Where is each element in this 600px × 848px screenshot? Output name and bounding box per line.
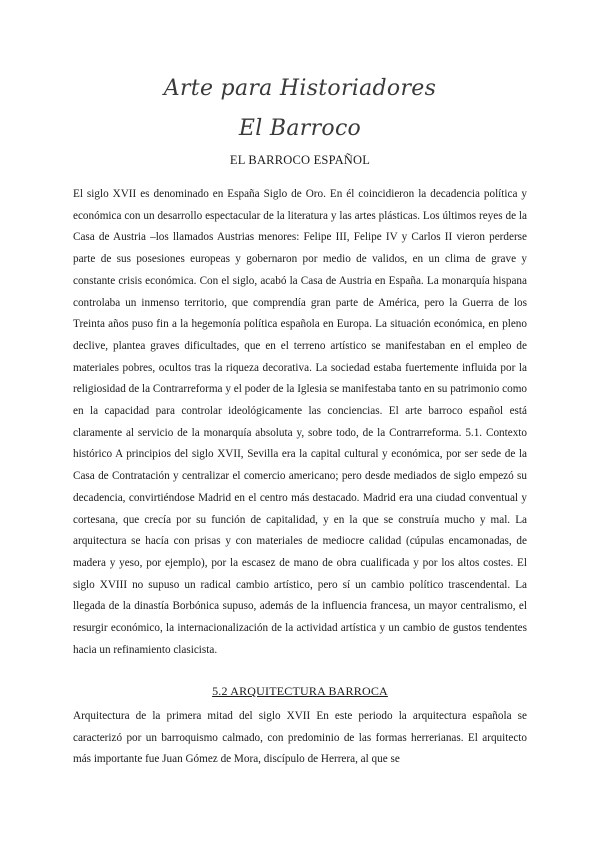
subsection-heading: 5.2 ARQUITECTURA BARROCA	[212, 684, 388, 698]
document-title: Arte para Historiadores	[163, 76, 437, 101]
document-subtitle: El Barroco	[238, 116, 362, 141]
paragraph-1: El siglo XVII es denominado en España Siglo de Oro. En él coincidieron la decadencia política y económica con un desarrollo espectacular de la literatura y las artes plásticas. Los últimos reyes de la Casa de Austria –los llamados Austrias menores: Felipe III, Felipe IV y Carlos II vieron perderse parte de sus posesiones europeas y gobernaron por medio de validos, en un clima de grave y constante crisis económica. Con el siglo, acabó la Casa de Austria en España. La monarquía hispana controlaba un inmenso territorio, que comprendía gran parte de América, pero la Guerra de los Treinta años puso fin a la hegemonía política española en Europa. La situación económica, en pleno declive, plantea graves dificultades, que en el terreno artístico se manifestaban en el empleo de materiales pobres, ocultos tras la riqueza decorativa. La sociedad estaba fuertemente influida por la religiosidad de la Contrarreforma y el poder de la Iglesia se manifestaba tanto en su patrimonio como en la capacidad para controlar ideológicamente las conciencias. El arte barroco español está claramente al servicio de la monarquía absoluta y, sobre todo, de la Contrarreforma. 5.1. Contexto histórico A principios del siglo XVII, Sevilla era la capital cultural y económica, por ser sede de la Casa de Contratación y centralizar el comercio americano; pero desde mediados de siglo empezó su decadencia, convirtiéndose Madrid en el centro más destacado. Madrid era una ciudad conventual y cortesana, que crecía por su función de capitalidad, y en la que se construía mucho y mal. La arquitectura se hacía con prisas y con materiales de mediocre calidad (cúpulas encamonadas, de madera y yeso, por ejemplo), por la escasez de mano de obra cualificada y por los altos costes. El siglo XVIII no supuso un radical cambio artístico, pero sí un cambio político trascendental. La llegada de la dinastía Borbónica supuso, además de la influencia francesa, un mayor centralismo, el resurgir económico, la internacionalización de la actividad artística y un cambio de gustos tendentes hacia un refinamiento clasicista.	[73, 188, 527, 656]
section-heading: EL BARROCO ESPAÑOL	[229, 153, 371, 167]
paragraph-2: Arquitectura de la primera mitad del siglo XVII En este periodo la arquitectura española se caracterizó por un barroquismo calmado, con predominio de las formas herrerianas. El arquitecto más importante fue Juan Gómez de Mora, discípulo de Herrera, al que se	[73, 710, 527, 766]
